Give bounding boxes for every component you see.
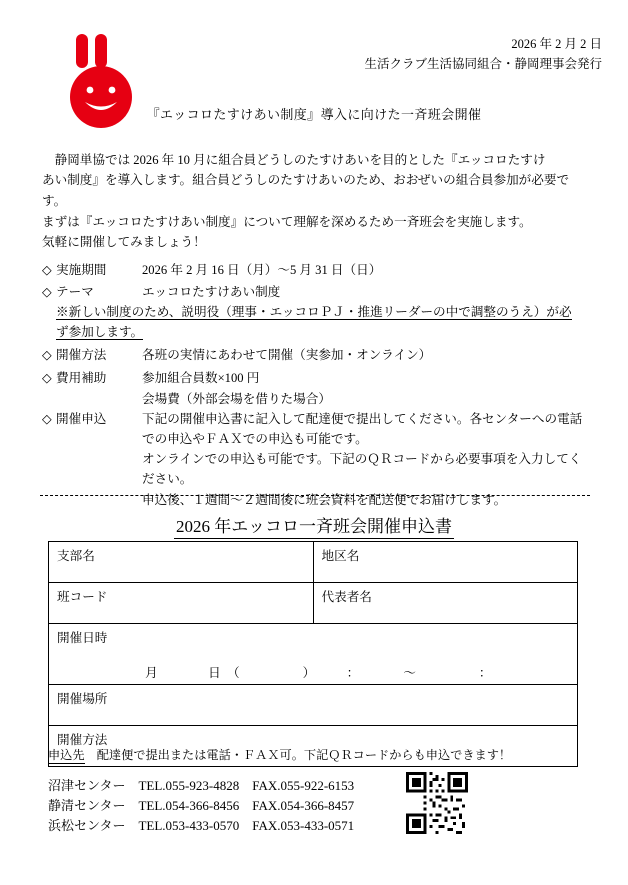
diamond-icon: ◇ xyxy=(42,371,52,385)
item-period-desc: 2026 年 2 月 16 日（月）～5 月 31 日（日） xyxy=(142,263,382,277)
list-item: 浜松センター TEL.053-433-0570 FAX.053-433-0571 xyxy=(48,818,355,834)
apply-line-2: での申込やＦＡＸでの申込も可能です。 xyxy=(142,432,368,447)
item-method-desc: 各班の実情にあわせて開催（実参加・オンライン） xyxy=(142,348,432,362)
issuer: 生活クラブ生活協同組合・静岡理事会発行 xyxy=(364,57,602,71)
intro-paragraph-3: 気軽に開催してみましょう！ xyxy=(42,235,206,249)
table-row xyxy=(49,583,578,624)
apply-line-4: ださい。 xyxy=(142,472,193,487)
intro-line-1: 静岡単協では 2026 年 10 月に組合員どうしのたすけあいを目的とした『エッコロたすけ xyxy=(54,153,546,167)
field-datetime[interactable] xyxy=(49,624,578,685)
field-place[interactable]: 開催場所 xyxy=(49,685,578,726)
application-form-table xyxy=(48,541,578,767)
intro-paragraph-2: まずは『エッコロたすけあい制度』について理解を深めるため一斉班会を実施します。 xyxy=(42,215,532,229)
item-theme-term: テーマ xyxy=(56,285,94,299)
issue-date: 2026 年 2 月 2 日 xyxy=(511,37,602,51)
table-row xyxy=(49,542,578,583)
table-row xyxy=(49,624,578,685)
field-branch-name[interactable]: 支部名 xyxy=(49,542,314,583)
item-theme xyxy=(42,282,590,302)
list-item: 沼津センター TEL.055-923-4828 FAX.055-922-6153 xyxy=(48,778,355,793)
page-title: 『エッコロたすけあい制度』導入に向けた一斉班会開催 xyxy=(146,107,482,122)
list-item: 静清センター TEL.054-366-8456 FAX.054-366-8457 xyxy=(48,798,355,814)
field-group-code[interactable]: 班コード xyxy=(49,583,314,624)
item-period xyxy=(42,260,590,280)
item-theme-note xyxy=(56,303,590,342)
field-method[interactable]: 開催方法 xyxy=(49,726,578,767)
item-subsidy-desc: 参加組合員数×100 円 xyxy=(142,371,260,385)
note-line-2: ず参加します。 xyxy=(56,324,144,339)
diamond-icon: ◇ xyxy=(42,348,52,362)
item-subsidy-term: 費用補助 xyxy=(56,371,107,385)
item-method-term: 開催方法 xyxy=(56,348,107,362)
table-row xyxy=(49,685,578,726)
intro-line-2: あい制度』を導入します。組合員どうしのたすけあいのため、おおぜいの組合員参加が必要で xyxy=(42,173,570,188)
field-datetime-label: 開催日時 xyxy=(57,631,108,645)
item-method xyxy=(42,345,590,365)
apply-line-3: オンラインでの申込も可能です。下記のＱＲコードから必要事項を入力してく xyxy=(142,452,582,467)
item-subsidy-desc-2: 会場費（外部会場を借りた場合） xyxy=(142,392,331,406)
apply-to-label: 申込先 xyxy=(48,748,85,762)
form-title-text: 2026 年エッコロ一斉班会開催申込書 xyxy=(174,517,454,539)
item-period-term: 実施期間 xyxy=(56,263,107,277)
item-theme-desc: エッコロたすけあい制度 xyxy=(142,285,281,299)
field-district-name[interactable]: 地区名 xyxy=(313,542,578,583)
intro-paragraph xyxy=(42,150,590,211)
apply-to-note xyxy=(48,746,511,763)
header-block xyxy=(364,34,602,74)
center-contact-list xyxy=(48,776,354,836)
apply-line-1: 下記の開催申込書に記入して配達便で提出してください。各センターへの電話 xyxy=(142,412,583,426)
field-datetime-placeholder: 月 日 （ ） ： ～ ： xyxy=(57,666,492,680)
note-line-1: ※新しい制度のため、説明役（理事・エッコロＰＪ・推進リーダーの中で調整のうえ）が必 xyxy=(56,305,572,319)
diamond-icon: ◇ xyxy=(42,263,52,277)
apply-to-text: 配達便で提出または電話・ＦＡＸ可。下記ＱＲコードからも申込できます！ xyxy=(96,748,512,762)
qr-code[interactable] xyxy=(406,772,468,834)
field-representative-name[interactable]: 代表者名 xyxy=(313,583,578,624)
item-subsidy xyxy=(42,368,590,388)
diamond-icon: ◇ xyxy=(42,412,52,426)
cut-line-divider xyxy=(40,495,590,496)
diamond-icon: ◇ xyxy=(42,285,52,299)
form-title xyxy=(0,512,628,537)
apply-line-5: 申込後、１週間～２週間後に班会資料を配送便でお届けします。 xyxy=(142,492,507,507)
intro-line-3: す。 xyxy=(42,193,67,208)
item-apply-term: 開催申込 xyxy=(56,412,107,426)
